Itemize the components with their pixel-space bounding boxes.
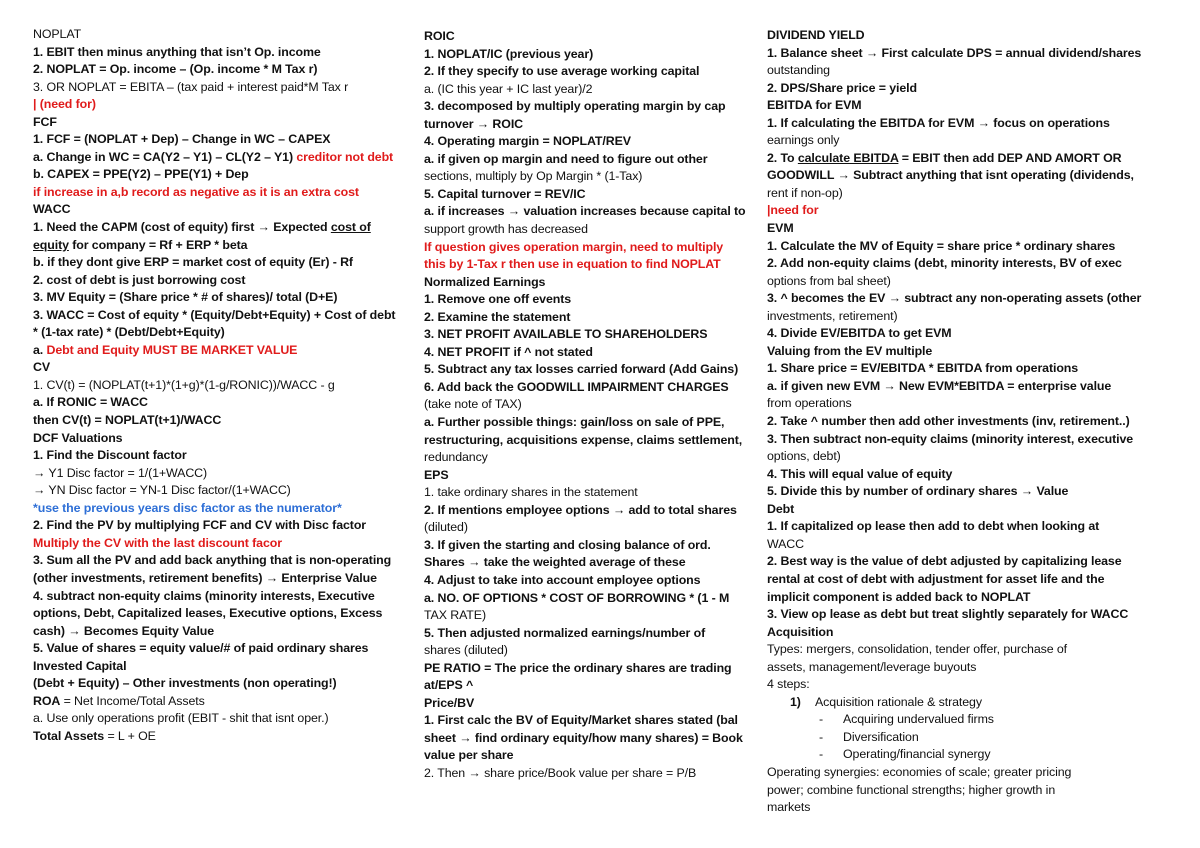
roic-item: 4. Operating margin = NOPLAT/REV xyxy=(424,134,631,149)
eps-item: (diluted) xyxy=(424,520,468,535)
creditor-note: creditor not debt xyxy=(296,149,394,164)
dcf-item: 1. Find the Discount factor xyxy=(33,448,187,463)
total-assets-text: = L + OE xyxy=(104,728,156,743)
evm-item: 3. ^ becomes the EV → subtract any non-operating assets (other xyxy=(767,291,1142,306)
dcf-item: 4. subtract non-equity claims (minority interests, Executive xyxy=(33,588,375,603)
eps-item: shares (diluted) xyxy=(424,643,508,658)
vev-item: 2. Take ^ number then add other investments (inv, retirement..) xyxy=(767,414,1130,429)
dcf-item: options, Debt, Capitalized leases, Executive options, Excess xyxy=(33,606,383,621)
ic-item: (Debt + Equity) – Other investments (non operating!) xyxy=(33,676,337,691)
dcf-item: 5. Value of shares = equity value/# of paid ordinary shares xyxy=(33,641,369,656)
noplat-item: 3. OR NOPLAT = EBITA – (tax paid + interest paid*M Tax r xyxy=(33,79,349,94)
dy-item: outstanding xyxy=(767,63,830,78)
eps-item: 2. If mentions employee options → add to total shares xyxy=(424,502,737,517)
evm-item: 1. Calculate the MV of Equity = share price * ordinary shares xyxy=(767,238,1116,253)
dy-item: 2. DPS/Share price = yield xyxy=(767,80,917,95)
dcf-item: 3. Sum all the PV and add back anything that is non-operating xyxy=(33,553,392,568)
vev-item: 1. Share price = EV/EBITDA * EBITDA from operations xyxy=(767,361,1079,376)
step-number: 1) xyxy=(790,694,801,709)
acq-subitem xyxy=(767,729,1145,747)
ne-item: redundancy xyxy=(424,450,488,465)
wacc-item: 2. cost of debt is just borrowing cost xyxy=(33,272,246,287)
dcf-item: 2. Find the PV by multiplying FCF and CV with Disc factor xyxy=(33,518,367,533)
ne-item: restructuring, acquisitions expense, claims settlement, xyxy=(424,432,743,447)
debt-item: 1. If capitalized op lease then add to debt when looking at xyxy=(767,519,1100,534)
ebitda-text: = EBIT then add DEP AND AMORT OR xyxy=(898,150,1122,165)
eps-item: 5. Then adjusted normalized earnings/number of xyxy=(424,625,706,640)
pbv-item: 1. First calc the BV of Equity/Market shares stated (bal xyxy=(424,713,738,728)
wacc-underlined: equity xyxy=(33,237,69,252)
wacc-item xyxy=(33,237,388,255)
roic-item: 5. Capital turnover = REV/IC xyxy=(424,186,586,201)
roic-item: 2. If they specify to use average working capital xyxy=(424,64,700,79)
evm-item: 4. Divide EV/EBITDA to get EVM xyxy=(767,326,952,341)
cv-item: a. If RONIC = WACC xyxy=(33,395,148,410)
evm-item: investments, retirement) xyxy=(767,308,898,323)
debt-item: 2. Best way is the value of debt adjusted by capitalizing lease xyxy=(767,554,1122,569)
dash-bullet: - xyxy=(819,747,824,762)
acq-item: Types: mergers, consolidation, tender offer, purchase of xyxy=(767,642,1067,657)
roic-item: support growth has decreased xyxy=(424,222,588,237)
heading-invested-capital: Invested Capital xyxy=(33,658,127,673)
acq-item: power; combine functional strengths; higher growth in xyxy=(767,782,1056,797)
wacc-text: a. xyxy=(33,342,47,357)
ebitda-item: GOODWILL → Subtract anything that isnt operating (dividends, xyxy=(767,168,1134,183)
ne-item: 5. Subtract any tax losses carried forward (Add Gains) xyxy=(424,362,739,377)
acq-item: Operating synergies: economies of scale; greater pricing xyxy=(767,764,1072,779)
roic-item: 1. NOPLAT/IC (previous year) xyxy=(424,46,594,61)
ne-item: 6. Add back the GOODWILL IMPAIRMENT CHARGES xyxy=(424,379,729,394)
roic-warning: this by 1-Tax r then use in equation to find NOPLAT xyxy=(424,257,721,272)
column-right xyxy=(767,27,1145,817)
pbv-item: value per share xyxy=(424,748,514,763)
wacc-item xyxy=(33,342,388,360)
ebitda-underlined: calculate EBITDA xyxy=(797,150,899,165)
eps-item: 1. take ordinary shares in the statement xyxy=(424,485,638,500)
dcf-item: → Y1 Disc factor = 1/(1+WACC) xyxy=(33,465,208,480)
total-assets-label: Total Assets xyxy=(33,728,105,743)
heading-noplat: NOPLAT xyxy=(33,27,82,41)
eps-item: 4. Adjust to take into account employee options xyxy=(424,572,701,587)
vev-item: a. if given new EVM → New EVM*EBITDA = enterprise value xyxy=(767,378,1112,393)
fcf-item: b. CAPEX = PPE(Y2) – PPE(Y1) + Dep xyxy=(33,167,249,182)
acq-subitem xyxy=(767,746,1145,764)
wacc-underlined: cost of xyxy=(330,220,371,235)
heading-valuing-ev: Valuing from the EV multiple xyxy=(767,343,933,358)
cv-item: then CV(t) = NOPLAT(t+1)/WACC xyxy=(33,413,222,428)
ne-item: 4. NET PROFIT if ^ not stated xyxy=(424,344,593,359)
dcf-tip: *use the previous years disc factor as the numerator* xyxy=(33,500,342,515)
wacc-text: for company = Rf + ERP * beta xyxy=(68,237,248,252)
heading-fcf: FCF xyxy=(33,114,57,129)
pe-ratio: PE RATIO = The price the ordinary shares are trading xyxy=(424,660,732,675)
step-text: Acquisition rationale & strategy xyxy=(815,694,982,709)
vev-item: from operations xyxy=(767,396,852,411)
pbv-item: sheet → find ordinary equity/how many shares) = Book xyxy=(424,730,743,745)
roa-text: = Net Income/Total Assets xyxy=(60,693,205,708)
subitem-text: Diversification xyxy=(843,729,919,744)
vev-item: 4. This will equal value of equity xyxy=(767,466,953,481)
vev-item: 5. Divide this by number of ordinary shares → Value xyxy=(767,484,1069,499)
dcf-item: (other investments, retirement benefits) → Enterprise Value xyxy=(33,570,377,585)
fcf-item xyxy=(33,149,394,167)
ebitda-item: earnings only xyxy=(767,133,840,148)
column-left xyxy=(33,26,396,745)
roic-item: a. if increases → valuation increases because capital to xyxy=(424,204,746,219)
pbv-item: 2. Then → share price/Book value per share = P/B xyxy=(424,765,697,780)
subitem-text: Acquiring undervalued firms xyxy=(843,712,994,727)
ebitda-item: rent if non-op) xyxy=(767,185,843,200)
column-middle xyxy=(424,28,749,783)
heading-debt: Debt xyxy=(767,501,795,516)
vev-item: options, debt) xyxy=(767,449,841,464)
fcf-warning: if increase in a,b record as negative as it is an extra cost xyxy=(33,184,359,199)
vev-item: 3. Then subtract non-equity claims (minority interest, executive xyxy=(767,431,1134,446)
ebitda-text: 2. To xyxy=(767,150,798,165)
roic-item: turnover → ROIC xyxy=(424,116,524,131)
total-assets-item xyxy=(33,728,388,746)
roic-item: 3. decomposed by multiply operating margin by cap xyxy=(424,99,726,114)
debt-item: WACC xyxy=(767,536,804,551)
heading-ebitda-evm: EBITDA for EVM xyxy=(767,98,862,113)
heading-acquisition: Acquisition xyxy=(767,624,834,639)
roic-warning: If question gives operation margin, need to multiply xyxy=(424,239,724,254)
heading-eps: EPS xyxy=(424,467,449,482)
dash-bullet: - xyxy=(819,712,824,727)
eps-item: 3. If given the starting and closing balance of ord. xyxy=(424,537,711,552)
debt-item: implicit component is added back to NOPLAT xyxy=(767,589,1031,604)
roa-item: a. Use only operations profit (EBIT - shit that isnt oper.) xyxy=(33,711,329,726)
wacc-item: * (1-tax rate) * (Debt/Debt+Equity) xyxy=(33,325,225,340)
ebitda-item: 1. If calculating the EBITDA for EVM → focus on operations xyxy=(767,115,1110,130)
heading-dividend-yield: DIVIDEND YIELD xyxy=(767,28,865,42)
dcf-item: cash) → Becomes Equity Value xyxy=(33,623,215,638)
acq-item: markets xyxy=(767,800,811,815)
heading-cv: CV xyxy=(33,360,51,375)
ne-item: 3. NET PROFIT AVAILABLE TO SHAREHOLDERS xyxy=(424,327,708,342)
need-for-note: |need for xyxy=(767,203,819,218)
eps-item: a. NO. OF OPTIONS * COST OF BORROWING * (1 - M xyxy=(424,590,730,605)
noplat-item: 2. NOPLAT = Op. income – (Op. income * M Tax r) xyxy=(33,62,318,77)
roa-item xyxy=(33,693,388,711)
heading-normalized-earnings: Normalized Earnings xyxy=(424,274,546,289)
heading-price-bv: Price/BV xyxy=(424,695,475,710)
heading-roic: ROIC xyxy=(424,29,455,43)
acq-step xyxy=(767,694,1145,712)
eps-item: TAX RATE) xyxy=(424,608,486,623)
debt-item: 3. View op lease as debt but treat slightly separately for WACC xyxy=(767,607,1129,622)
ne-item: 2. Examine the statement xyxy=(424,309,571,324)
roic-item: sections, multiply by Op Margin * (1-Tax) xyxy=(424,169,643,184)
roic-item: a. if given op margin and need to figure out other xyxy=(424,151,708,166)
cv-item: 1. CV(t) = (NOPLAT(t+1)*(1+g)*(1-g/RONIC))/WACC - g xyxy=(33,377,335,392)
acq-item: assets, management/leverage buyouts xyxy=(767,659,977,674)
roic-item: a. (IC this year + IC last year)/2 xyxy=(424,81,593,96)
dcf-warning: Multiply the CV with the last discount facor xyxy=(33,535,282,550)
subitem-text: Operating/financial synergy xyxy=(843,747,991,762)
dcf-item: → YN Disc factor = YN-1 Disc factor/(1+WACC) xyxy=(33,483,291,498)
ne-item: a. Further possible things: gain/loss on sale of PPE, xyxy=(424,415,725,430)
wacc-item: 3. MV Equity = (Share price * # of shares)/ total (D+E) xyxy=(33,290,338,305)
ebitda-item xyxy=(767,150,1145,168)
pe-ratio: at/EPS ^ xyxy=(424,678,474,693)
heading-wacc: WACC xyxy=(33,202,71,217)
ne-item: (take note of TAX) xyxy=(424,397,522,412)
acq-subitem xyxy=(767,711,1145,729)
evm-item: 2. Add non-equity claims (debt, minority interests, BV of exec xyxy=(767,256,1122,271)
wacc-item xyxy=(33,219,388,237)
roa-label: ROA xyxy=(33,693,61,708)
wacc-item: 3. WACC = Cost of equity * (Equity/Debt+Equity) + Cost of debt xyxy=(33,307,396,322)
acq-item: 4 steps: xyxy=(767,677,810,692)
need-for-note: | (need for) xyxy=(33,97,96,112)
fcf-item: 1. FCF = (NOPLAT + Dep) – Change in WC – CAPEX xyxy=(33,132,331,147)
ne-item: 1. Remove one off events xyxy=(424,292,572,307)
dy-item: 1. Balance sheet → First calculate DPS = annual dividend/shares xyxy=(767,45,1142,60)
debt-item: rental at cost of debt with adjustment for asset life and the xyxy=(767,571,1105,586)
evm-item: options from bal sheet) xyxy=(767,273,891,288)
heading-evm: EVM xyxy=(767,221,794,236)
dash-bullet: - xyxy=(819,729,824,744)
market-value-note: Debt and Equity MUST BE MARKET VALUE xyxy=(46,342,298,357)
wacc-text: 1. Need the CAPM (cost of equity) first → Expected xyxy=(33,220,331,235)
heading-dcf: DCF Valuations xyxy=(33,430,123,445)
fcf-item-text: a. Change in WC = CA(Y2 – Y1) – CL(Y2 – Y1) xyxy=(33,149,297,164)
eps-item: Shares → take the weighted average of these xyxy=(424,555,686,570)
noplat-item: 1. EBIT then minus anything that isn’t Op. income xyxy=(33,44,321,59)
wacc-item: b. if they dont give ERP = market cost of equity (Er) - Rf xyxy=(33,255,353,270)
